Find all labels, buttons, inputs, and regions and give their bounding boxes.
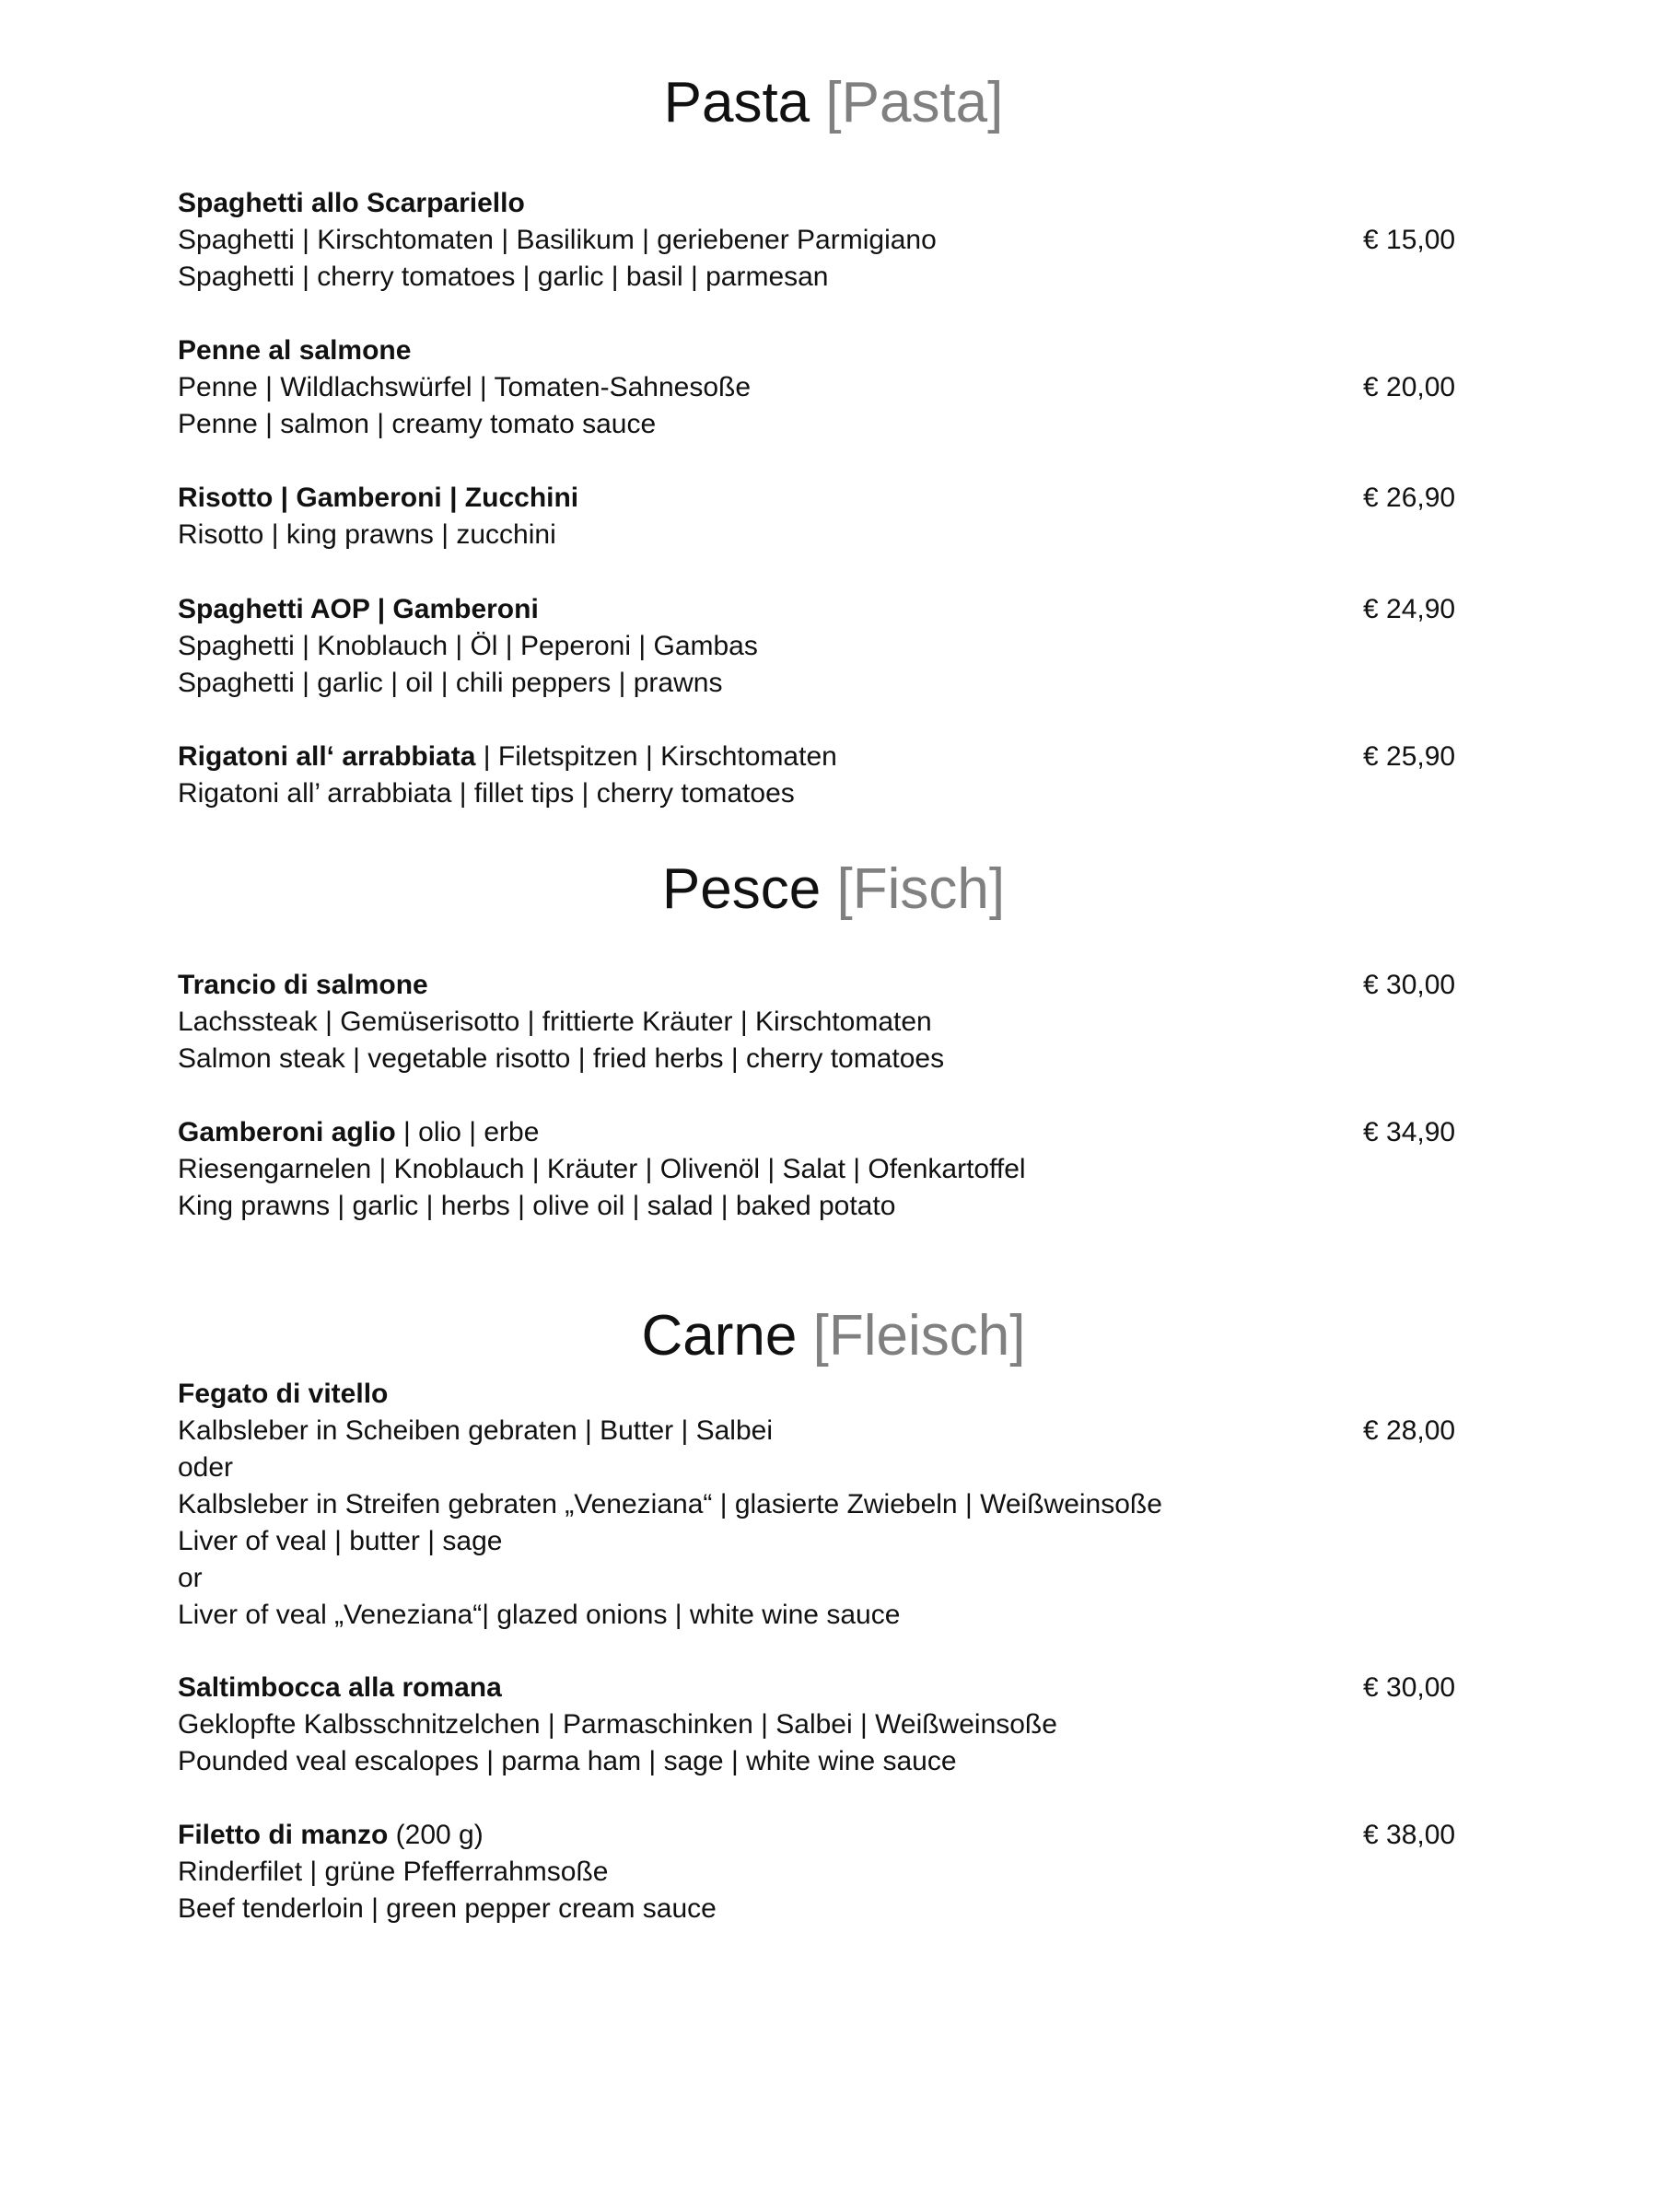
dish-description: Penne | Wildlachswürfel | Tomaten-Sahnesoße — [178, 372, 752, 402]
section-title: Carne — [641, 1304, 798, 1368]
dish-price: € 34,90 — [1363, 1117, 1456, 1147]
dish-description: Beef tenderloin | green pepper cream sauce — [178, 1893, 717, 1924]
dish-name: Spaghetti AOP | Gamberoni — [178, 594, 539, 624]
section-title: Pasta — [663, 71, 810, 134]
dish-description: oder — [178, 1452, 234, 1483]
dish-description: Salmon steak | vegetable risotto | fried herbs | cherry tomatoes — [178, 1043, 945, 1074]
dish-description: Riesengarnelen | Knoblauch | Kräuter | Olivenöl | Salat | Ofenkartoffel — [178, 1154, 1026, 1184]
dish-name: Filetto di manzo (200 g) — [178, 1820, 484, 1850]
dish-name: Trancio di salmone — [178, 970, 428, 1000]
section-title-translation: [Fisch] — [836, 857, 1006, 921]
dish-price: € 30,00 — [1363, 970, 1456, 1000]
dish-price: € 20,00 — [1363, 372, 1456, 402]
dish-price: € 25,90 — [1363, 741, 1456, 772]
dish-price: € 24,90 — [1363, 594, 1456, 624]
dish-price: € 26,90 — [1363, 483, 1456, 513]
dish-description: Pounded veal escalopes | parma ham | sage | white wine sauce — [178, 1746, 957, 1776]
dish-name: Gamberoni aglio | olio | erbe — [178, 1117, 540, 1147]
dish-description: Spaghetti | cherry tomatoes | garlic | basil | parmesan — [178, 262, 829, 292]
dish-name: Spaghetti allo Scarpariello — [178, 188, 525, 218]
dish-description: King prawns | garlic | herbs | olive oil | salad | baked potato — [178, 1191, 896, 1221]
dish-description: Kalbsleber in Streifen gebraten „Veneziana“ | glasierte Zwiebeln | Weißweinsoße — [178, 1489, 1162, 1519]
dish-description: Rigatoni all’ arrabbiata | fillet tips | cherry tomatoes — [178, 778, 795, 809]
dish-description: or — [178, 1563, 203, 1593]
dish-description: Spaghetti | garlic | oil | chili peppers | prawns — [178, 668, 723, 698]
dish-name: Saltimbocca alla romana — [178, 1672, 502, 1703]
dish-description: Spaghetti | Knoblauch | Öl | Peperoni | Gambas — [178, 631, 758, 661]
dish-name: Risotto | Gamberoni | Zucchini — [178, 483, 579, 513]
dish-price: € 15,00 — [1363, 225, 1456, 255]
dish-description: Geklopfte Kalbsschnitzelchen | Parmaschinken | Salbei | Weißweinsoße — [178, 1709, 1057, 1740]
section-heading-pasta — [0, 69, 1667, 137]
section-title: Pesce — [661, 857, 822, 921]
dish-description: Kalbsleber in Scheiben gebraten | Butter | Salbei — [178, 1415, 773, 1446]
dish-description: Liver of veal „Veneziana“| glazed onions | white wine sauce — [178, 1600, 901, 1630]
dish-price: € 30,00 — [1363, 1672, 1456, 1703]
dish-description: Risotto | king prawns | zucchini — [178, 519, 556, 550]
dish-name: Fegato di vitello — [178, 1379, 389, 1409]
dish-name: Penne al salmone — [178, 335, 412, 366]
dish-description: Rinderfilet | grüne Pfefferrahmsoße — [178, 1857, 609, 1887]
dish-description: Liver of veal | butter | sage — [178, 1526, 503, 1556]
dish-name: Rigatoni all‘ arrabbiata | Filetspitzen | Kirschtomaten — [178, 741, 837, 772]
dish-price: € 28,00 — [1363, 1415, 1456, 1446]
dish-price: € 38,00 — [1363, 1820, 1456, 1850]
section-title-translation: [Pasta] — [825, 71, 1004, 134]
dish-description: Spaghetti | Kirschtomaten | Basilikum | geriebener Parmigiano — [178, 225, 937, 255]
dish-description: Penne | salmon | creamy tomato sauce — [178, 409, 657, 439]
dish-description: Lachssteak | Gemüserisotto | frittierte Kräuter | Kirschtomaten — [178, 1007, 932, 1037]
section-title-translation: [Fleisch] — [812, 1304, 1026, 1368]
section-heading-pesce — [0, 856, 1667, 924]
section-heading-carne — [0, 1302, 1667, 1370]
